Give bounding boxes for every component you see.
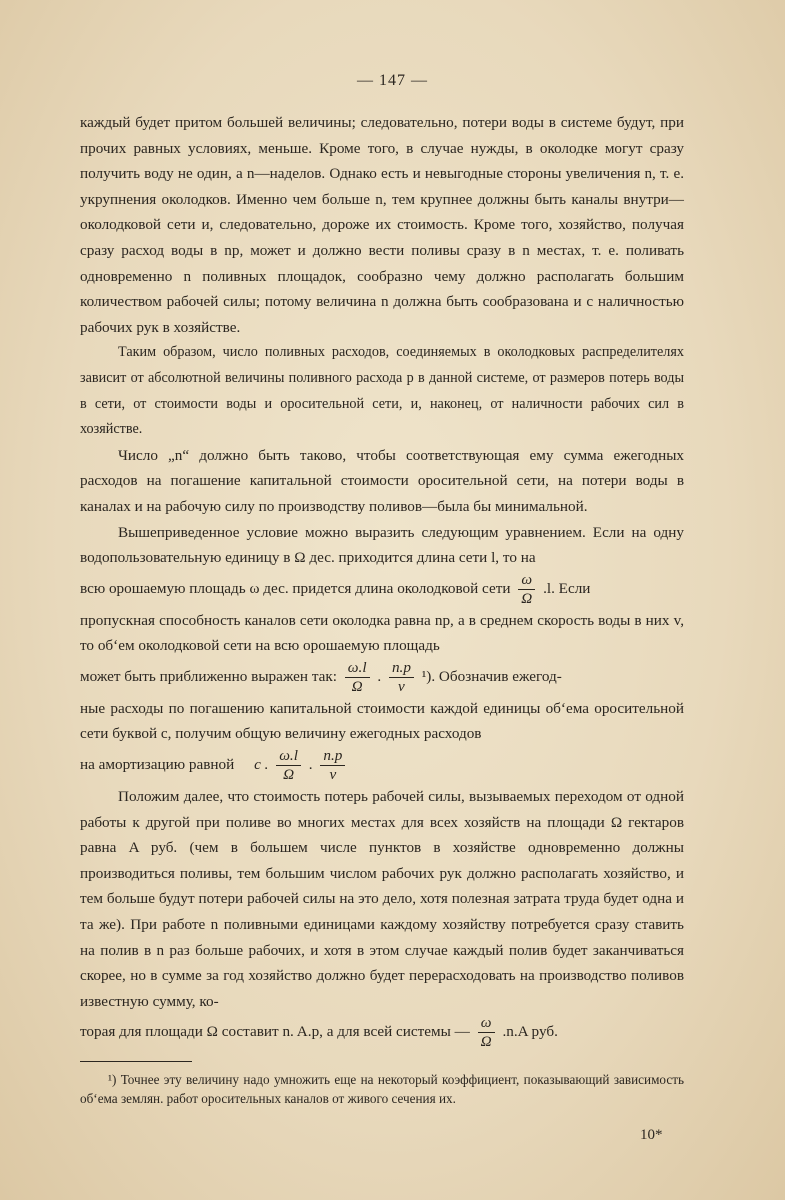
fraction-denominator: Ω bbox=[351, 677, 363, 695]
fraction-omega-l-over-Omega-2 bbox=[276, 747, 301, 784]
fraction-np-over-v bbox=[389, 659, 414, 696]
eq3-c: c . bbox=[254, 756, 269, 774]
fraction-denominator: Ω bbox=[283, 766, 295, 784]
fraction-denominator: v bbox=[398, 677, 405, 695]
fraction-denominator: Ω bbox=[480, 1033, 492, 1051]
fraction-numerator: ω bbox=[478, 1014, 495, 1033]
paragraph-7: Положим далее, что стоимость потерь рабочей силы, вызываемых переходом от одной работы к другой при поливе во многих местах для всех хозяйств на площади Ω гектаров равна A руб. (чем в большем числе пунктов в хозяйстве одновременно должны производиться поливы, тем большим числом рабочих рук должно располагать хозяйство, и тем больше будут потери рабочей силы на это дело, хотя полезная затрата труда будет одна и та же). При работе n поливными единицами каждому хозяйству потребуется сразу ставить на полив в n раз больше рабочих, и хотя в этом случае каждый полив будет заканчиваться скорее, но в сумме за год хозяйство должно будет перерасходовать на производство поливов известную сумму, ко- bbox=[80, 788, 684, 1010]
fraction-omega-over-Omega-3 bbox=[478, 1014, 495, 1051]
page-number: — 147 — bbox=[357, 72, 428, 89]
paragraph-4: Вышеприведенное условие можно выразить следующим уравнением. Если на одну водопользовательную единицу в Ω дес. приходится длина сети l, то на bbox=[80, 523, 684, 567]
eq2-after: ¹). Обозначив ежегод- bbox=[421, 667, 562, 685]
fraction-denominator: v bbox=[329, 766, 337, 784]
fraction-numerator: n.p bbox=[389, 659, 414, 678]
signature-mark: 10* bbox=[640, 1127, 663, 1143]
paragraph-6: ные расходы по погашению капитальной стоимости каждой единицы об‘ема оросительной сети буквой c, получим общую величину ежегодных расходов bbox=[80, 699, 684, 743]
eq4-after: .n.A руб. bbox=[502, 1023, 558, 1041]
eq2-dot: . bbox=[377, 667, 382, 685]
fraction-numerator: n.p bbox=[320, 747, 345, 766]
fraction-numerator: ω.l bbox=[345, 659, 370, 678]
fraction-numerator: ω bbox=[518, 571, 535, 590]
equation-line-3 bbox=[80, 747, 684, 784]
eq2-before: может быть приближенно выражен так: bbox=[80, 667, 337, 685]
footnote: ¹) Точнее эту величину надо умножить еще на некоторый коэффициент, показывающий зависимость об‘ема землян. работ оросительных каналов от живого сечения их. bbox=[80, 1072, 684, 1106]
equation-line-4 bbox=[80, 1014, 684, 1051]
eq1-after: .l. Если bbox=[543, 579, 591, 597]
paragraph-1: каждый будет притом большей величины; следовательно, потери воды в системе будут, при прочих равных условиях, меньше. Кроме того, в случае нужды, в околодке могут сразу получить воду не один, а n—наделов. Однако есть и невыгодные стороны увеличения n, т. е. укрупнения околодков. Именно чем больше n, тем крупнее должны быть каналы внутри—околодковой сети и, следовательно, дороже их стоимость. Кроме того, хозяйство, получая сразу расход воды в np, может и должно вести поливы сразу в n местах, т. е. поливать одновременно n поливных площадок, сообразно чему должно располагать большим количеством рабочей силы; потому величина n должна быть сообразована и с наличностью рабочих рук в хозяйстве. bbox=[80, 114, 684, 336]
main-text bbox=[80, 110, 684, 1051]
paragraph-2: Таким образом, число поливных расходов, соединяемых в околодковых распределителях зависит от абсолютной величины поливного расхода p в данной системе, от размеров потерь воды в сети, от стоимости воды и оросительной сети, и, наконец, от наличности рабочих сил в хозяйстве. bbox=[80, 344, 684, 438]
fraction-numerator: ω.l bbox=[276, 747, 301, 766]
fraction-denominator: Ω bbox=[521, 589, 533, 607]
eq4-before: торая для площади Ω составит n. A.p, а для всей системы — bbox=[80, 1023, 470, 1041]
eq3-dot: . bbox=[308, 756, 313, 774]
eq1-before: всю орошаемую площадь ω дес. придется длина околодковой сети bbox=[80, 579, 511, 597]
fraction-omega-l-over-Omega bbox=[345, 659, 370, 696]
paragraph-3: Число „n“ должно быть таково, чтобы соответствующая ему сумма ежегодных расходов на погашение капитальной стоимости оросительной сети, на потери воды в каналах и на рабочую силу по производству поливов—была бы минимальной. bbox=[80, 446, 684, 515]
equation-line-1 bbox=[80, 571, 684, 608]
fraction-omega-over-Omega-1 bbox=[518, 571, 535, 608]
eq3-before: на амортизацию равной bbox=[80, 756, 235, 774]
footnote-divider bbox=[80, 1061, 192, 1062]
fraction-np-over-v-2 bbox=[320, 747, 345, 784]
paragraph-5: пропускная способность каналов сети околодка равна np, а в среднем скорость воды в них v, то об‘ем околодковой сети на всю орошаемую площадь bbox=[80, 611, 684, 655]
equation-line-2 bbox=[80, 659, 684, 696]
